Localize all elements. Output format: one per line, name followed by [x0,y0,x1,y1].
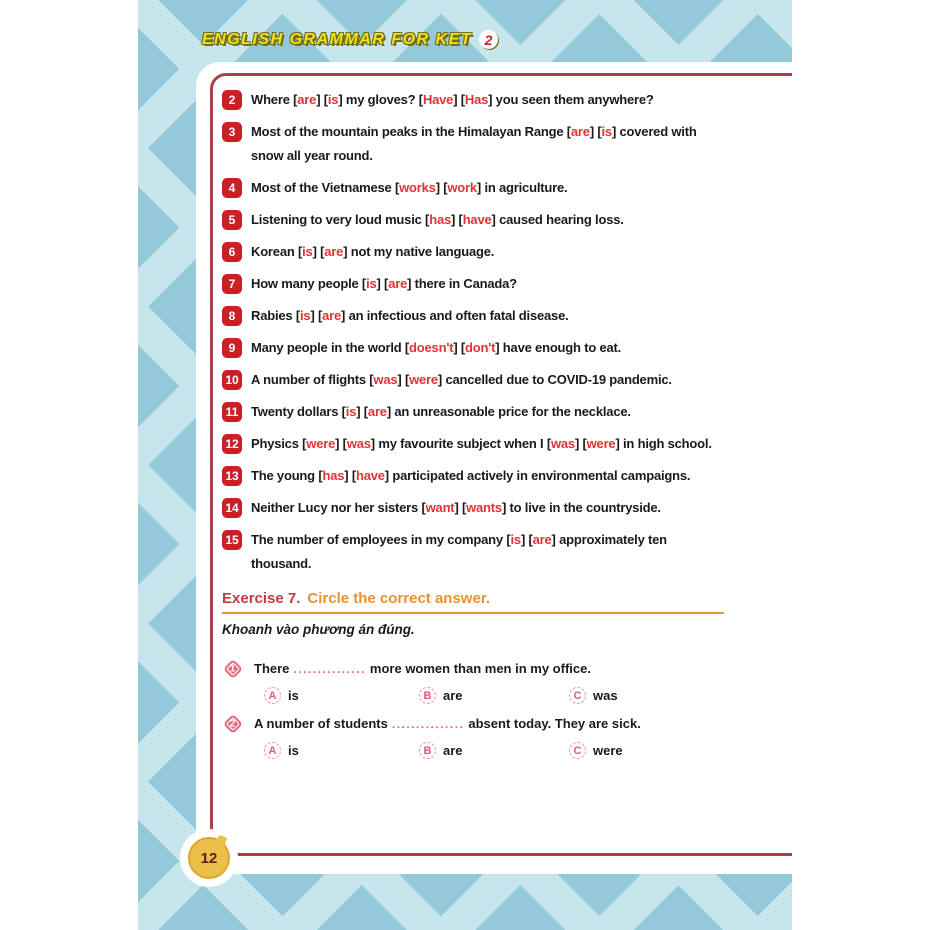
grammar-item [222,368,724,392]
option-a [264,742,419,759]
answer-choice-word: were [586,436,616,451]
option-label: was [593,688,618,703]
answer-choice-word: is [366,276,377,291]
grammar-item [222,400,724,424]
item-number-badge: 3 [222,122,242,142]
item-text: Korean [is] [are] not my native language. [251,244,495,259]
grammar-item [222,464,724,488]
item-text: Where [are] [is] my gloves? [Have] [Has] you seen them anywhere? [251,92,654,107]
item-text: Rabies [is] [are] an infectious and often fatal disease. [251,308,569,323]
answer-choice-word: is [302,244,313,259]
grammar-item [222,496,724,520]
answer-choice-word: is [299,308,311,323]
item-text: How many people [is] [are] there in Canada? [251,276,517,291]
item-number-badge: 2 [222,90,242,110]
grammar-item [222,304,724,328]
grammar-items [222,88,724,576]
answer-choice-word: was [550,436,575,451]
item-number-badge: 9 [222,338,242,358]
answer-choice-word: want [425,500,455,515]
option-c [569,742,623,759]
answer-choice-word: were [306,436,336,451]
exercise-heading [222,590,724,614]
option-c [569,687,618,704]
page-number-badge [180,829,238,887]
option-label: is [288,688,299,703]
answer-choice-word: are [570,124,590,139]
item-number-badge: 12 [222,434,242,454]
answer-choice-word: were [409,372,438,387]
option-a [264,687,419,704]
grammar-item [222,120,724,168]
item-number-badge: 7 [222,274,242,294]
answer-choice-word: wants [466,500,502,515]
option-label: are [443,743,463,758]
answer-choice-word: work [447,180,477,195]
answer-choice-word: is [327,92,339,107]
question-text: A number of students ............... absent today. They are sick. [254,716,641,731]
option-letter-circle: A [264,687,281,704]
options-row [264,687,724,704]
diamond-icon: 1 [223,659,243,679]
answer-choice-word: doesn't [409,340,454,355]
answer-choice-word: Has [464,92,489,107]
option-label: are [443,688,463,703]
answer-choice-word: are [297,92,317,107]
option-b [419,742,569,759]
option-b [419,687,569,704]
volume-badge: 2 [479,30,498,49]
question-row [222,657,724,681]
answer-choice-word: is [510,532,521,547]
answer-choice-word: is [601,124,612,139]
answer-choice-word: have [462,212,492,227]
option-letter-circle: B [419,742,436,759]
page-number-circle [188,837,230,879]
answer-choice-word: have [355,468,385,483]
page-header-title: ENGLISH GRAMMAR FOR KET [202,30,473,48]
answer-choice-word: are [324,244,344,259]
item-text: Twenty dollars [is] [are] an unreasonable price for the necklace. [251,404,631,419]
answer-choice-word: has [429,212,452,227]
answer-choice-word: are [367,404,387,419]
page-number: 12 [200,849,218,867]
grammar-item [222,336,724,360]
answer-choice-word: has [322,468,345,483]
grammar-item [222,272,724,296]
answer-choice-word: are [388,276,408,291]
item-number-badge: 11 [222,402,242,422]
item-number-badge: 8 [222,306,242,326]
diamond-icon: 2 [223,714,243,734]
question-number-diamond [222,658,244,680]
answer-choice-word: works [399,180,436,195]
exercise-instruction: Circle the correct answer. [307,590,490,607]
exercise-questions [222,657,724,759]
answer-blank: ............... [293,662,366,676]
item-number-badge: 14 [222,498,242,518]
item-number-badge: 4 [222,178,242,198]
item-number-badge: 15 [222,530,242,550]
content-card [196,62,930,874]
grammar-item [222,88,724,112]
answer-choice-word: are [532,532,552,547]
question-number-diamond [222,713,244,735]
page-header [202,30,498,49]
grammar-item [222,432,724,456]
option-letter-circle: A [264,742,281,759]
answer-choice-word: was [346,436,371,451]
item-text: The number of employees in my company [is] [are] approximately ten thousand. [251,532,667,571]
grammar-item [222,208,724,232]
grammar-item [222,528,724,576]
grammar-item [222,176,724,200]
option-letter-circle: B [419,687,436,704]
question-text: There ............... more women than men in my office. [254,661,591,676]
answer-choice-word: is [345,404,357,419]
exercise-translation: Khoanh vào phương án đúng. [222,622,415,637]
item-text: Most of the Vietnamese [works] [work] in agriculture. [251,180,568,195]
option-letter-circle: C [569,742,586,759]
options-row [264,742,724,759]
answer-choice-word: are [322,308,342,323]
item-text: Neither Lucy nor her sisters [want] [wants] to live in the countryside. [251,500,661,515]
option-label: were [593,743,623,758]
answer-choice-word: don't [465,340,496,355]
answer-choice-word: was [373,372,398,387]
item-number-badge: 13 [222,466,242,486]
answer-choice-word: Have [422,92,454,107]
answer-blank: ............... [391,717,465,731]
item-text: The young [has] [have] participated actively in environmental campaigns. [251,468,691,483]
option-label: is [288,743,299,758]
item-text: Most of the mountain peaks in the Himalayan Range [are] [is] covered with snow all year round. [251,124,697,163]
item-number-badge: 5 [222,210,242,230]
card-content [222,88,724,767]
item-text: Physics [were] [was] my favourite subject when I [was] [were] in high school. [251,436,712,451]
item-number-badge: 6 [222,242,242,262]
question-row [222,712,724,736]
item-number-badge: 10 [222,370,242,390]
item-text: A number of flights [was] [were] cancelled due to COVID-19 pandemic. [251,372,672,387]
grammar-item [222,240,724,264]
item-text: Listening to very loud music [has] [have] caused hearing loss. [251,212,624,227]
option-letter-circle: C [569,687,586,704]
item-text: Many people in the world [doesn't] [don't] have enough to eat. [251,340,622,355]
exercise-label: Exercise 7. [222,590,301,607]
